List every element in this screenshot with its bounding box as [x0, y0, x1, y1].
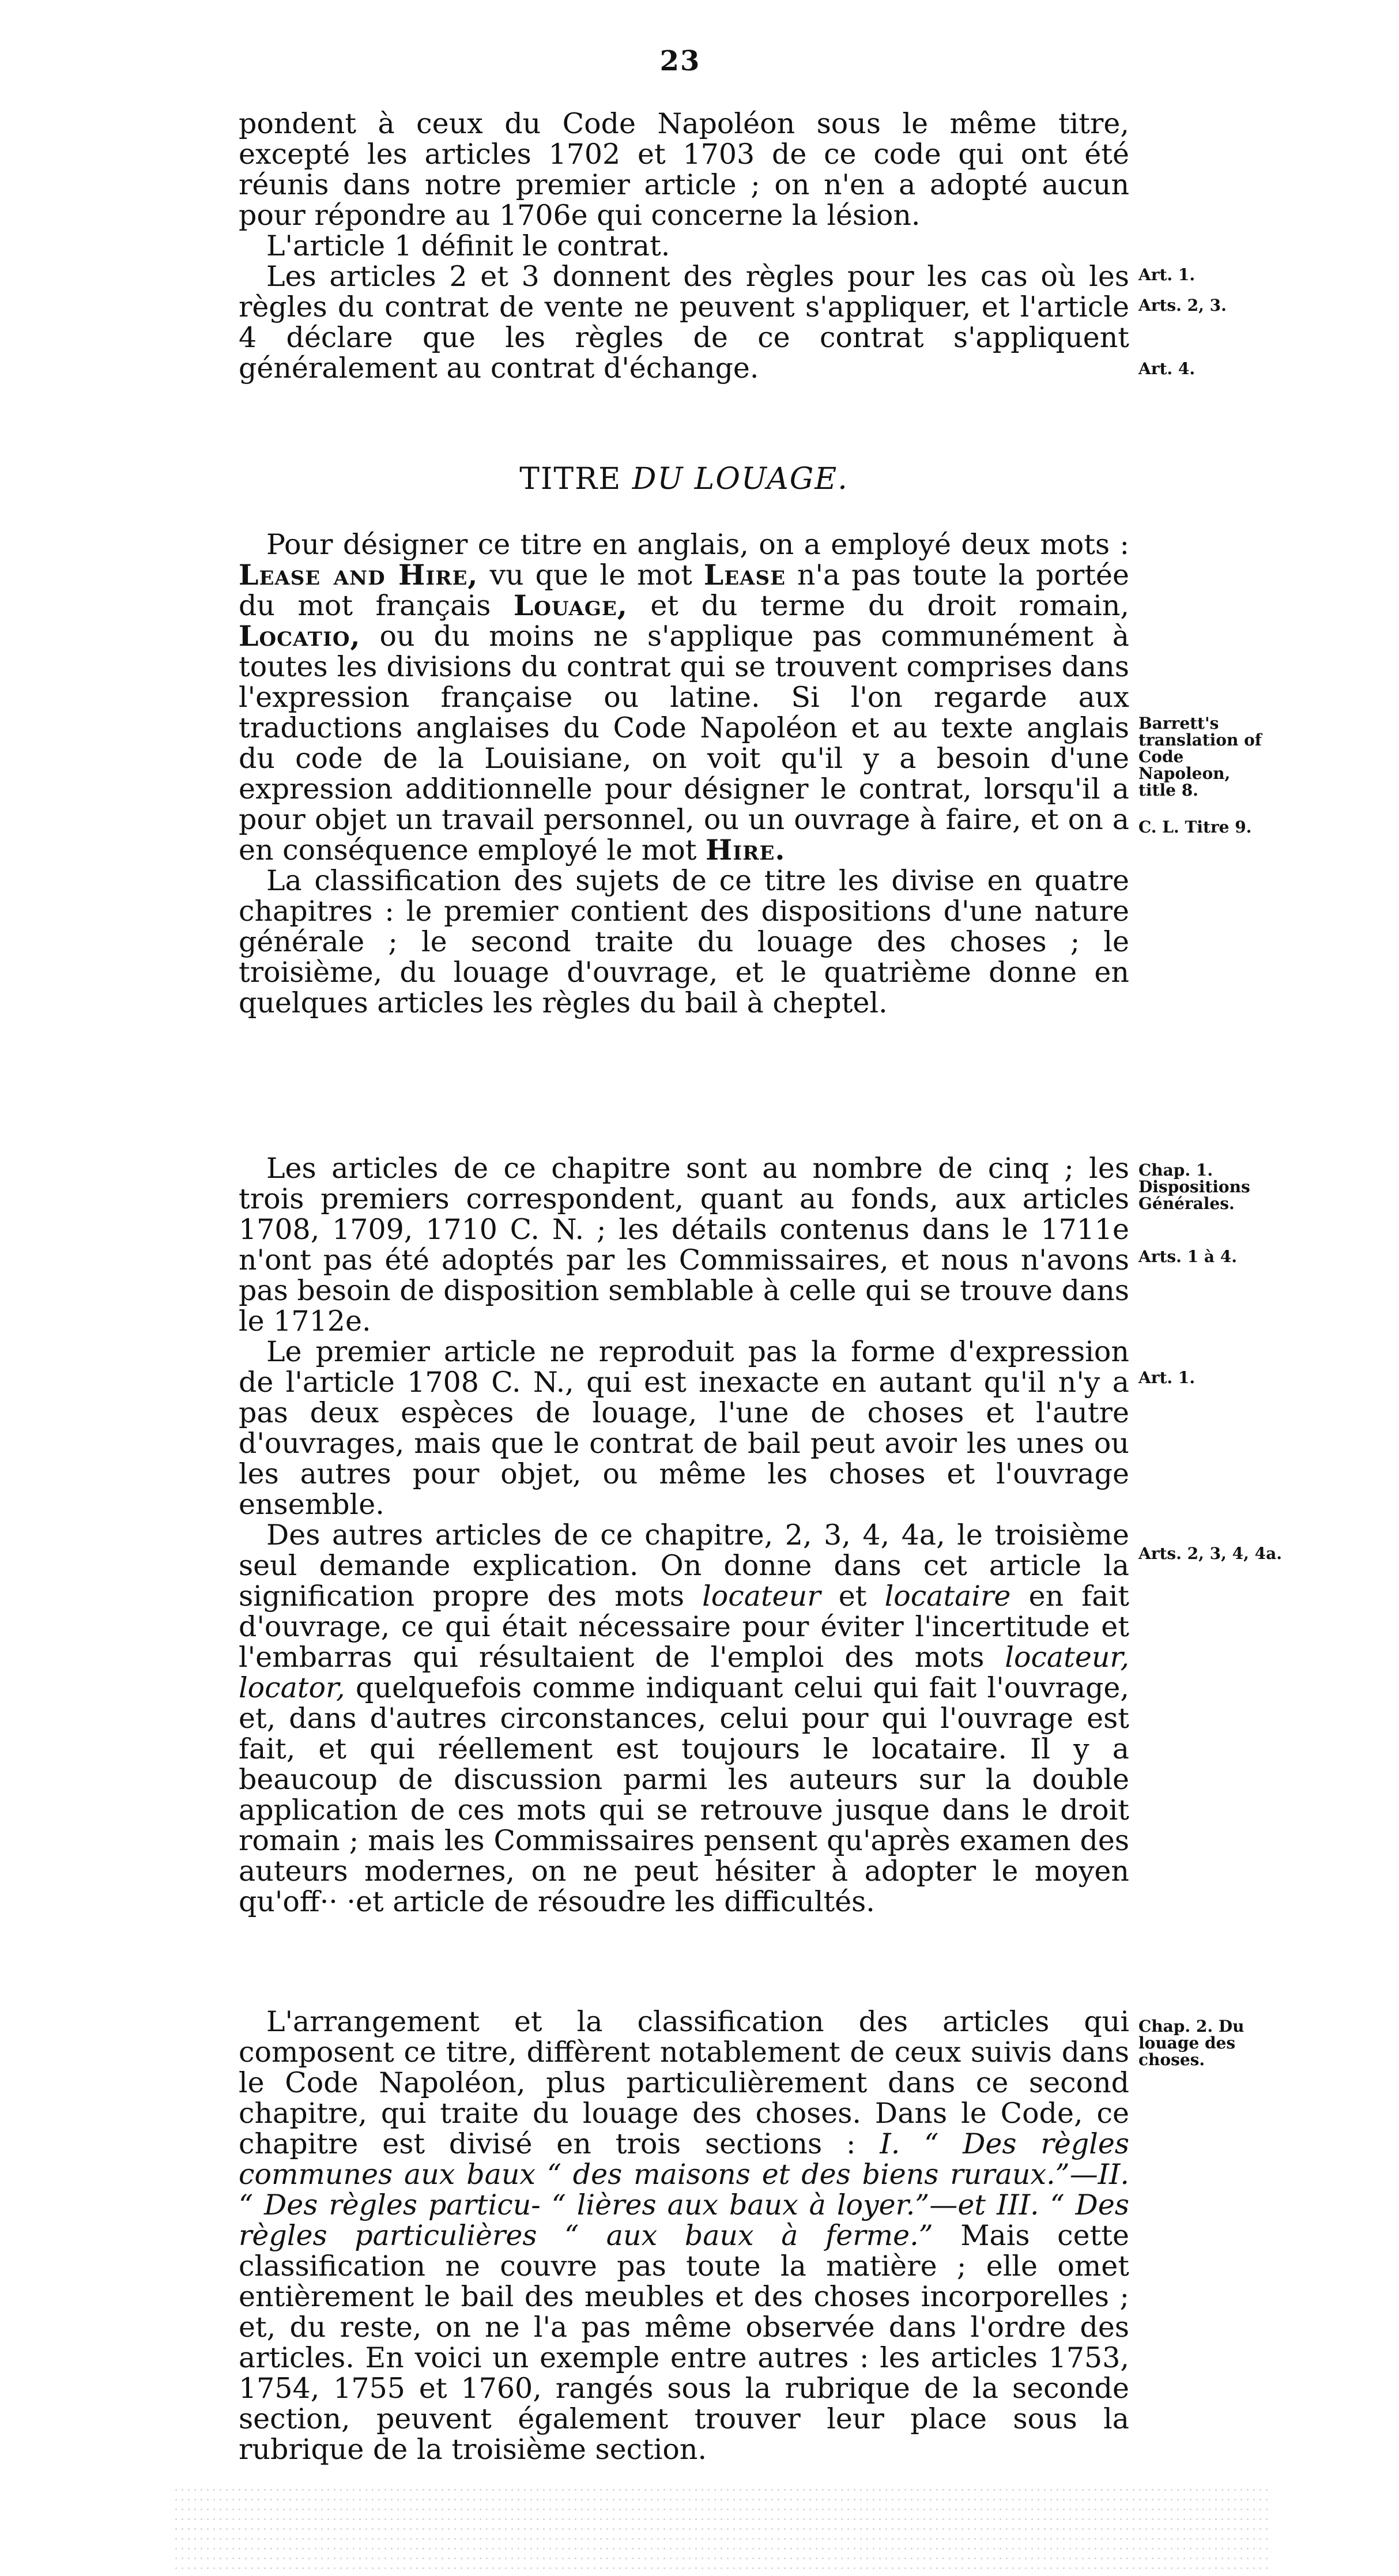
term-locateur-locator: locateur, locator,	[239, 1641, 1129, 1704]
paragraph-2: L'article 1 définit le contrat.	[266, 229, 670, 262]
paragraph-6: Les articles de ce chapitre sont au nombre de cinq ; les trois premiers correspondent, quant au fonds, aux articles 1708, 1709, 1710 C. N. ; les détails contenus dans le 1711e n'ont pas été adoptés par les Commissaires, et nous n'avons pas besoin de disposition semblable à celle qui se trouve dans le 1712e.	[239, 1152, 1129, 1338]
paragraph-9	[239, 2006, 1129, 2465]
term-lease: Lease	[703, 558, 786, 592]
margin-note-cl-titre9: C. L. Titre 9.	[1138, 818, 1252, 837]
p8-text-d: quelquefois comme indiquant celui qui fait l'ouvrage, et, dans d'autres circonstances, celui pour qui l'ouvrage est fait, et qui réellement est toujours le locataire. Il y a beaucoup de discussion parmi les auteurs sur la double application de ces mots qui se retrouve jusque dans le droit romain ; mais les Commissaires pensent qu'après examen des auteurs modernes, on ne peut hésiter à adopter le moyen qu'off·· ·et article de résoudre les difficultés.	[239, 1671, 1130, 1918]
paragraph-3: Les articles 2 et 3 donnent des règles pour les cas où les règles du contrat de vente ne peuvent s'appliquer, et l'article 4 déclare que les règles de ce contrat s'appliquent généralement au contrat d'échange.	[239, 260, 1129, 385]
p4-text-b: vu que le mot	[489, 559, 692, 592]
term-louage: Louage,	[513, 589, 628, 622]
p8-text-a: Des autres articles de ce chapitre, 2, 3, 4, 4a, le troisième seul demande explication. On donne dans cet article la signification propre des mots	[239, 1519, 1129, 1613]
p8-text-b: et	[838, 1580, 867, 1613]
margin-note-chap1: Chap. 1. Dispositions Générales.	[1138, 1161, 1250, 1213]
p4-text-e: ou du moins ne s'applique pas communément à toutes les divisions du contrat qui se trouvent comprises dans l'expression française ou latine. Si l'on regarde aux traductions anglaises du Code Napoléon et au texte anglais du code de la Louisiane, on voit qu'il y a besoin d'une expression additionnelle pour désigner le contrat, lorsqu'il a pour objet un travail personnel, ou un ouvrage à faire, et on a en conséquence employé le mot	[239, 620, 1129, 867]
term-lease-and-hire: Lease and Hire,	[239, 558, 478, 592]
paragraph-1: pondent à ceux du Code Napoléon sous le même titre, excepté les articles 1702 et 1703 de ce code qui ont été réunis dans notre premier article ; on n'en a adopté aucun pour répondre au 1706e qui concerne la lésion.	[239, 107, 1129, 232]
paragraph-8	[239, 1520, 1129, 1917]
margin-note-arts23: Arts. 2, 3.	[1138, 296, 1227, 315]
scan-noise	[173, 2485, 1268, 2571]
margin-note-art1: Art. 1.	[1138, 265, 1196, 284]
margin-note-art1-b: Art. 1.	[1138, 1368, 1196, 1387]
paragraph-4	[239, 529, 1129, 865]
text-block-2	[239, 529, 1129, 1018]
p9-text-a: L'arrangement et la classification des articles qui composent ce titre, diffèrent notablement de ceux suivis dans le Code Napoléon, plus particulièrement dans ce second chapitre, qui traite du louage des choses. Dans le Code, ce chapitre est divisé en trois sections :	[239, 2005, 1129, 2160]
margin-note-arts234a: Arts. 2, 3, 4, 4a.	[1138, 1544, 1282, 1563]
title-heading	[239, 464, 1129, 495]
p4-text-c: n'a pas toute la portée du mot français	[239, 559, 1130, 622]
margin-note-arts1a4: Arts. 1 à 4.	[1138, 1247, 1238, 1266]
p4-text-a: Pour désigner ce titre en anglais, on a employé deux mots :	[266, 528, 1129, 561]
p8-text-c: en fait d'ouvrage, ce qui était nécessaire pour éviter l'incertitude et l'embarras qui résultaient de l'emploi des mots	[239, 1580, 1129, 1674]
heading-title: DU LOUAGE.	[632, 462, 849, 496]
text-block-4	[239, 2006, 1129, 2465]
p9-text-b: Mais cette classification ne couvre pas toute la matière ; elle omet entièrement le bail des meubles et des choses incorporelles ; et, du reste, on ne l'a pas même observée dans l'ordre des articles. En voici un exemple entre autres : les articles 1753, 1754, 1755 et 1760, rangés sous la rubrique de la seconde section, peuvent également trouver leur place sous la rubrique de la troisième section.	[239, 2219, 1129, 2466]
p4-text-d: et du terme du droit romain,	[650, 589, 1129, 622]
term-hire: Hire.	[706, 833, 786, 867]
term-locateur: locateur	[702, 1580, 821, 1613]
term-locatio: Locatio,	[239, 619, 361, 653]
paragraph-5: La classification des sujets de ce titre les divise en quatre chapitres : le premier contient des dispositions d'une nature générale ; le second traite du louage des choses ; le troisième, du louage d'ouvrage, et le quatrième donne en quelques articles les règles du bail à cheptel.	[239, 864, 1129, 1019]
term-locataire: locataire	[884, 1580, 1011, 1613]
margin-note-art4: Art. 4.	[1138, 359, 1196, 378]
margin-note-barrett: Barrett's translation of Code Napoleon, title 8.	[1138, 714, 1262, 800]
page-number: 23	[659, 45, 701, 77]
code-sections-quote: I. “ Des règles communes aux baux “ des maisons et des biens ruraux.”—II. “ Des règles particu- “ lières aux baux à loyer.”—et III. “ Des règles particulières “ aux baux à ferme.”	[239, 2127, 1129, 2252]
title-heading-block	[239, 464, 1129, 495]
paragraph-7: Le premier article ne reproduit pas la forme d'expression de l'article 1708 C. N., qui est inexacte en autant qu'il n'y a pas deux espèces de louage, l'une de choses et l'autre d'ouvrages, mais que le contrat de bail peut avoir les unes ou les autres pour objet, ou même les choses et l'ouvrage ensemble.	[239, 1335, 1129, 1521]
margin-note-chap2: Chap. 2. Du louage des choses.	[1138, 2017, 1245, 2069]
text-block-3	[239, 1153, 1129, 1917]
text-block-1	[239, 108, 1129, 383]
heading-prefix: TITRE	[519, 462, 622, 496]
